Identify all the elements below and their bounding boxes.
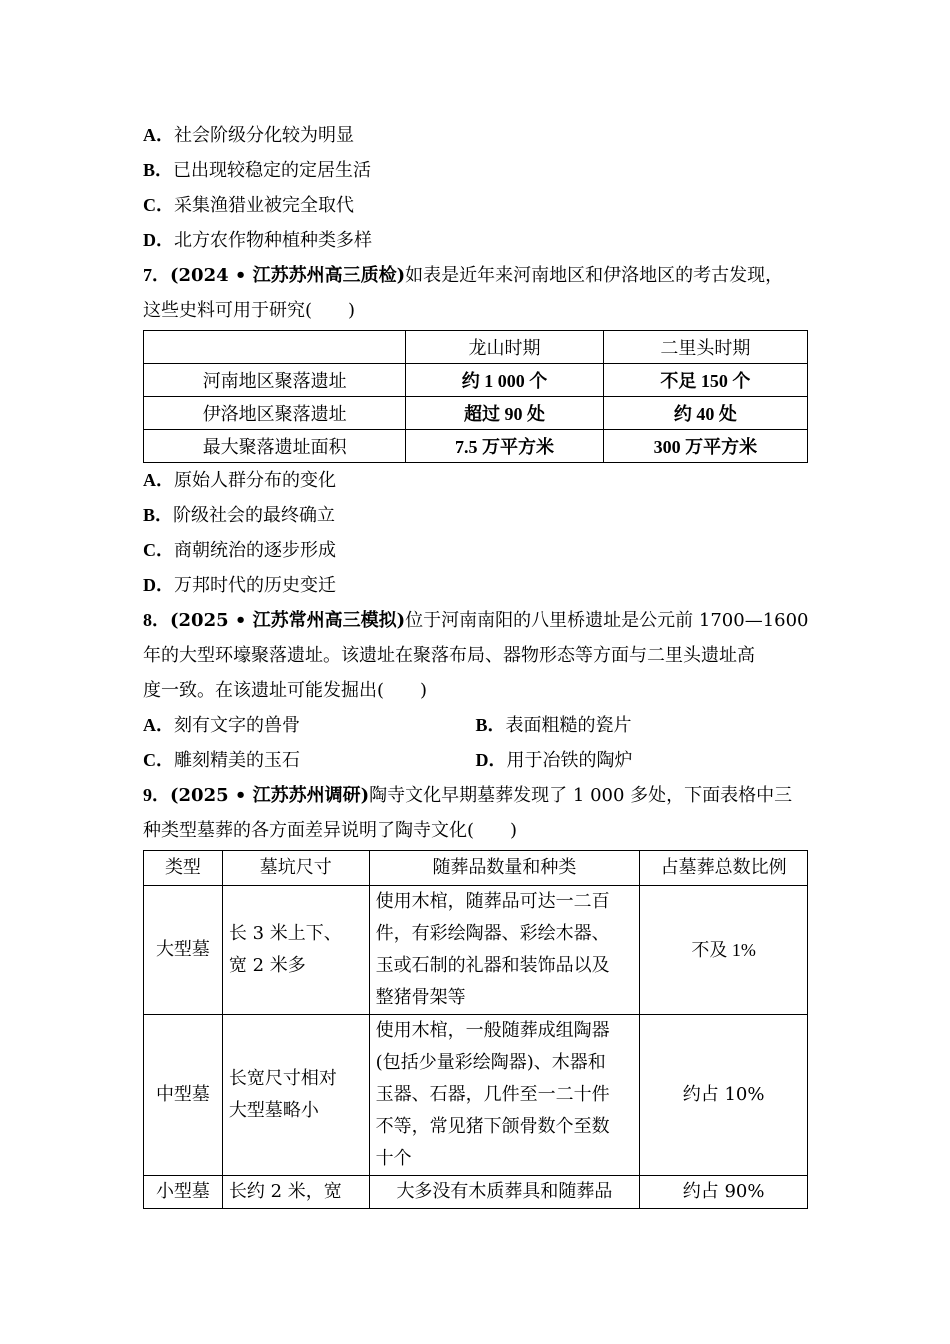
q7-option-a[interactable]: A．原始人群分布的变化 xyxy=(143,470,336,491)
table-cell: 约 1 000 个 xyxy=(406,364,603,397)
table-cell: 约占 90% xyxy=(640,1176,808,1209)
q7-source: (2024 • 江苏苏州高三质检) xyxy=(170,265,406,286)
q6-option-a[interactable]: A．社会阶级分化较为明显 xyxy=(143,125,354,146)
table-cell: 使用木棺，随葬品可达一二百 件，有彩绘陶器、彩绘木器、 玉或石制的礼器和装饰品以及 整猪骨架等 xyxy=(369,886,640,1015)
table-header-row xyxy=(144,851,808,886)
q9-table xyxy=(143,850,808,1209)
q8-number: 8． xyxy=(143,610,170,630)
q8-options xyxy=(143,708,808,778)
q6-option-b[interactable]: B．已出现较稳定的定居生活 xyxy=(143,160,372,181)
table-cell: 7.5 万平方米 xyxy=(406,430,603,463)
table-cell: 不足 150 个 xyxy=(603,364,807,397)
q7-table xyxy=(143,330,808,463)
table-cell: 不及 1% xyxy=(640,886,808,1015)
q9-source: (2025 • 江苏苏州调研) xyxy=(170,785,370,806)
table-header-cell: 占墓葬总数比例 xyxy=(640,851,808,886)
table-cell: 长 3 米上下、 宽 2 米多 xyxy=(222,886,369,1015)
table-cell: 超过 90 处 xyxy=(406,397,603,430)
q8-source: (2025 • 江苏常州高三模拟) xyxy=(170,610,406,631)
table-row xyxy=(144,1176,808,1209)
q8-option-c[interactable]: C．雕刻精美的玉石 xyxy=(143,750,300,771)
table-header-cell: 随葬品数量和种类 xyxy=(369,851,640,886)
table-header-cell: 墓坑尺寸 xyxy=(222,851,369,886)
table-header-row xyxy=(144,331,808,364)
table-cell: 伊洛地区聚落遗址 xyxy=(144,397,406,430)
table-cell: 300 万平方米 xyxy=(603,430,807,463)
table-row xyxy=(144,886,808,1015)
q8-option-a[interactable]: A．刻有文字的兽骨 xyxy=(143,715,300,736)
q7-option-d[interactable]: D．万邦时代的历史变迁 xyxy=(143,575,336,596)
table-cell: 长宽尺寸相对 大型墓略小 xyxy=(222,1015,369,1176)
q9-stem: 9．(2025 • 江苏苏州调研)陶寺文化早期墓葬发现了 1 000 多处，下面表格中三 种类型墓葬的各方面差异说明了陶寺文化( ) xyxy=(143,785,793,841)
q9-number: 9． xyxy=(143,785,170,805)
page-content xyxy=(143,118,808,1209)
table-cell: 小型墓 xyxy=(144,1176,223,1209)
table-row xyxy=(144,397,808,430)
table-cell: 约 40 处 xyxy=(603,397,807,430)
q6-option-d[interactable]: D．北方农作物种植种类多样 xyxy=(143,230,372,251)
q6-options xyxy=(143,118,808,258)
table-header-cell: 类型 xyxy=(144,851,223,886)
table-cell: 使用木棺，一般随葬成组陶器 (包括少量彩绘陶器)、木器和 玉器、石器，几件至一二十件 不等，常见猪下颌骨数个至数 十个 xyxy=(369,1015,640,1176)
table-cell: 最大聚落遗址面积 xyxy=(144,430,406,463)
q7-option-b[interactable]: B．阶级社会的最终确立 xyxy=(143,505,336,526)
table-header-cell: 二里头时期 xyxy=(603,331,807,364)
table-row xyxy=(144,1015,808,1176)
q8-option-b[interactable]: B．表面粗糙的瓷片 xyxy=(475,715,632,736)
table-cell: 河南地区聚落遗址 xyxy=(144,364,406,397)
q6-option-c[interactable]: C．采集渔猎业被完全取代 xyxy=(143,195,354,216)
table-row xyxy=(144,364,808,397)
q7-option-c[interactable]: C．商朝统治的逐步形成 xyxy=(143,540,336,561)
table-header-cell: 龙山时期 xyxy=(406,331,603,364)
table-row xyxy=(144,430,808,463)
q8-stem: 8．(2025 • 江苏常州高三模拟)位于河南南阳的八里桥遗址是公元前 1700—1600 年的大型环壕聚落遗址。该遗址在聚落布局、器物形态等方面与二里头遗址高 度一致。在该遗址可能发掘出( ) xyxy=(143,610,809,701)
q7-stem: 7．(2024 • 江苏苏州高三质检)如表是近年来河南地区和伊洛地区的考古发现， 这些史料可用于研究( ) xyxy=(143,265,784,321)
table-cell: 中型墓 xyxy=(144,1015,223,1176)
table-header-cell xyxy=(144,331,406,364)
q7-number: 7． xyxy=(143,265,170,285)
table-cell: 大型墓 xyxy=(144,886,223,1015)
table-cell: 大多没有木质葬具和随葬品 xyxy=(369,1176,640,1209)
q8-option-d[interactable]: D．用于冶铁的陶炉 xyxy=(475,750,633,771)
table-cell: 约占 10% xyxy=(640,1015,808,1176)
q7-options xyxy=(143,463,808,603)
table-cell: 长约 2 米，宽 xyxy=(222,1176,369,1209)
